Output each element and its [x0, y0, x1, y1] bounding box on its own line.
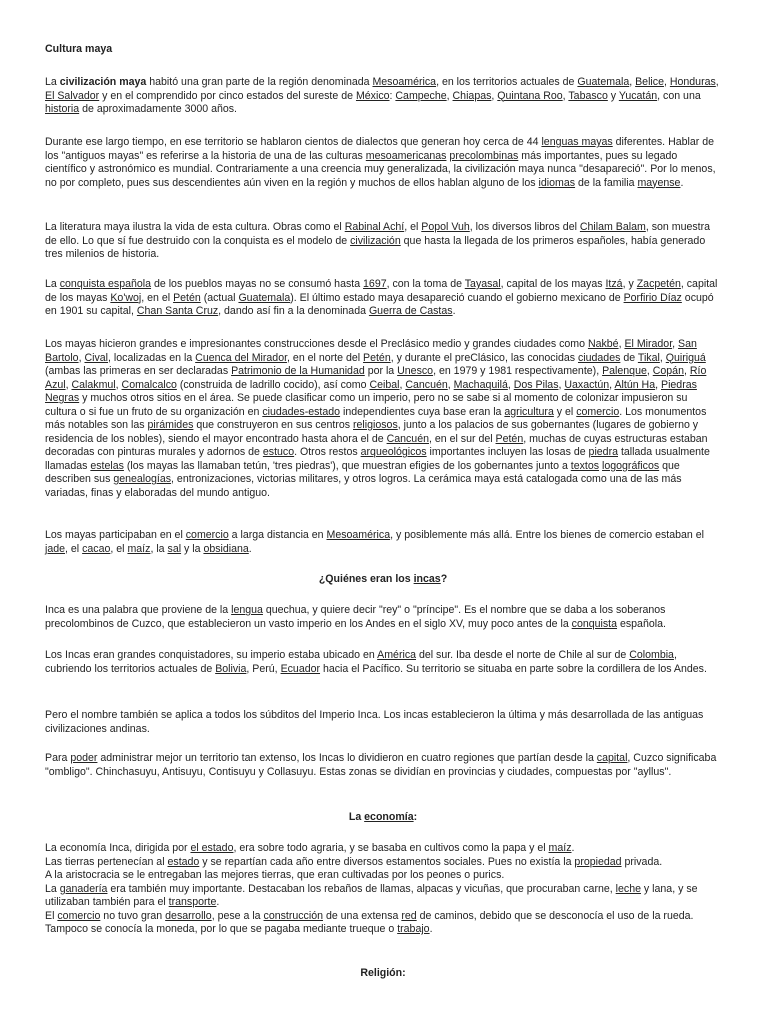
economia-line: El comercio no tuvo gran desarrollo, pese a la construcción de una extensa red de caminos, debido que se desconocía el uso de la rueda.	[45, 909, 694, 922]
link[interactable]: Palenque	[602, 365, 647, 377]
link[interactable]: Ceibal	[369, 378, 400, 391]
link[interactable]: Nakbé	[587, 338, 619, 350]
link[interactable]: ciudades	[577, 351, 621, 364]
economia-list	[45, 842, 721, 937]
section-heading-incas: ¿Quiénes eran los incas?	[318, 573, 448, 585]
economia-line: Las tierras pertenecían al estado y se repartían cada año entre diversos estamentos sociales. Pues no existía la propiedad privada.	[45, 855, 663, 868]
economia-line: A la aristocracia se le entregaban las mejores tierras, que eran cultivadas por los peones o purics.	[45, 869, 505, 881]
paragraph: Pero el nombre también se aplica a todos los súbditos del Imperio Inca. Los incas establecieron la última y más desarrollada de las antiguas civilizaciones andinas.	[45, 709, 704, 735]
paragraph: La literatura maya ilustra la vida de esta cultura. Obras como el Rabinal Achí, el Popol Vuh, los diversos libros del Chilam Balam, son muestra de ello. Lo que sí fue destruido con la conquista es el modelo de civilización que hasta la llegada de los primeros españoles, había generado tres milenios de historia.	[45, 221, 711, 260]
link[interactable]: Machaquilá	[453, 378, 508, 391]
link[interactable]: logográficos	[602, 459, 660, 472]
link[interactable]: El Salvador	[45, 89, 100, 102]
link[interactable]: Tayasal	[464, 278, 501, 290]
link[interactable]: 1697	[363, 278, 387, 290]
link[interactable]: propiedad	[574, 855, 622, 868]
link[interactable]: mayense	[637, 176, 681, 189]
link[interactable]: Mesoamérica	[372, 76, 437, 88]
link[interactable]: Calakmul	[71, 378, 116, 391]
link[interactable]: Patrimonio de la Humanidad	[231, 365, 365, 377]
link[interactable]: transporte	[168, 896, 217, 908]
link[interactable]: textos	[570, 459, 600, 472]
paragraph: La conquista española de los pueblos mayas no se consumó hasta 1697, con la toma de Tayasal, capital de los mayas Itzá, y Zacpetén, capital de los mayas Ko'woj, en el Petén (actual Guatemala). El último estado maya desapareció cuando el gobierno mexicano de Porfirio Díaz ocupó en 1901 su capital, Chan Santa Cruz, dando así fin a la denominada Guerra de Castas.	[45, 278, 718, 317]
link[interactable]: comercio	[57, 909, 101, 922]
link[interactable]: Copán	[652, 365, 684, 377]
link[interactable]: historia	[45, 103, 80, 115]
link[interactable]: economía	[364, 811, 414, 823]
link[interactable]: América	[377, 649, 417, 661]
link[interactable]: Piedras Negras	[45, 378, 697, 404]
link[interactable]: Popol Vuh	[421, 221, 470, 233]
section-heading-religion: Religión:	[360, 967, 406, 979]
economia-line: Tampoco se conocía la moneda, por lo que se pagaba mediante trueque o trabajo.	[45, 923, 433, 935]
link[interactable]: lenguas mayas	[541, 136, 613, 148]
link[interactable]: Bolivia	[215, 662, 247, 675]
economia-line: La ganadería era también muy importante. Destacaban los rebaños de llamas, alpacas y vicuñas, que procuraban carne, leche y lana, y se utilizaban también para el transporte.	[45, 882, 698, 908]
link[interactable]: Tikal	[637, 351, 660, 364]
link[interactable]: precolombinas	[449, 149, 519, 162]
link[interactable]: México	[355, 89, 390, 102]
link[interactable]: genealogías	[113, 473, 172, 485]
link[interactable]: el estado	[190, 842, 234, 854]
link[interactable]: Quiriguá	[665, 351, 706, 364]
link[interactable]: Yucatán	[618, 89, 658, 102]
paragraph: Los Incas eran grandes conquistadores, su imperio estaba ubicado en América del sur. Iba desde el norte de Chile al sur de Colombia, cubriendo los territorios actuales de Bolivia, Perú, Ecuador hacia el Pacífico. Su territorio se situaba en parte sobre la cordillera de los Andes.	[45, 649, 707, 675]
link[interactable]: religiosos	[353, 419, 398, 431]
document-title: Cultura maya	[45, 43, 113, 55]
link[interactable]: lengua	[231, 604, 263, 616]
link[interactable]: capital	[596, 752, 628, 764]
link[interactable]: jade	[45, 542, 66, 555]
link[interactable]: sal	[167, 542, 182, 555]
paragraph: Para poder administrar mejor un territorio tan extenso, los Incas lo dividieron en cuatro regiones que partían desde la capital, Cuzco significaba "ombligo". Chinchasuyu, Antisuyu, Contisuyu y Collasuyu. Estas zonas se dividían en provincias y ciudades, compuestas por "ayllus".	[45, 752, 717, 778]
link[interactable]: comercio	[185, 529, 229, 541]
link[interactable]: Petén	[173, 291, 201, 304]
link[interactable]: arqueológicos	[360, 446, 427, 458]
link[interactable]: Chiapas	[452, 89, 492, 102]
link[interactable]: trabajo	[397, 923, 430, 935]
link[interactable]: Ko'woj	[110, 291, 142, 304]
link[interactable]: Cival	[84, 351, 109, 364]
link[interactable]: Guatemala	[238, 291, 291, 304]
link[interactable]: agricultura	[504, 405, 554, 418]
link[interactable]: Zacpetén	[636, 278, 681, 290]
link[interactable]: estado	[167, 855, 200, 868]
link[interactable]: Guatemala	[577, 76, 630, 88]
link[interactable]: poder	[70, 752, 98, 764]
link[interactable]: Petén	[495, 432, 524, 445]
link[interactable]: maíz	[548, 842, 572, 854]
link[interactable]: San Bartolo	[45, 338, 697, 364]
link[interactable]: Guerra de Castas	[368, 305, 453, 317]
link[interactable]: Cancuén	[386, 432, 429, 445]
link[interactable]: Quintana Roo	[497, 89, 563, 102]
link[interactable]: conquista	[571, 617, 618, 630]
paragraph: Inca es una palabra que proviene de la lengua quechua, y quiere decir "rey" o "príncipe". Es el nombre que se daba a los soberanos precolombinos de Cuzco, que establecieron un vasto imperio en los Andes en el siglo XV, muy poco antes de la conquista española.	[45, 604, 666, 630]
section-heading-economia: La economía:	[348, 811, 418, 823]
link[interactable]: idiomas	[538, 176, 576, 189]
link[interactable]: Petén	[363, 351, 391, 364]
link[interactable]: piedra	[588, 446, 618, 458]
link[interactable]: Ecuador	[280, 662, 321, 675]
paragraph: Durante ese largo tiempo, en ese territorio se hablaron cientos de dialectos que generan hoy cerca de 44 lenguas mayas diferentes. Hablar de los "antiguos mayas" es referirse a la historia de una de las culturas mesoamericanas precolombinas más importantes, pues su legado científico y astronómico es mundial. Contrariamente a una creencia muy generalizada, la civilización maya nunca "desapareció". Por lo menos, no por completo, pues sus descendientes aún viven en la región y muchos de ellos hablan alguno de los idiomas de la familia mayense.	[45, 136, 716, 189]
link[interactable]: Cancuén	[405, 378, 448, 391]
link[interactable]: conquista española	[59, 278, 152, 290]
link[interactable]: pirámides	[147, 419, 194, 431]
paragraph: La civilización maya habitó una gran parte de la región denominada Mesoamérica, en los territorios actuales de Guatemala, Belice, Honduras, El Salvador y en el comprendido por cinco estados del sureste de México: Campeche, Chiapas, Quintana Roo, Tabasco y Yucatán, con una historia de aproximadamente 3000 años.	[45, 76, 719, 115]
link[interactable]: Comalcalco	[121, 378, 177, 391]
link[interactable]: Belice	[635, 76, 664, 88]
link[interactable]: Itzá	[605, 278, 623, 290]
link[interactable]: Colombia	[629, 649, 674, 661]
link[interactable]: Dos Pilas	[513, 378, 559, 391]
link[interactable]: civilización	[350, 234, 401, 247]
link[interactable]: red	[401, 909, 417, 922]
link[interactable]: Honduras	[669, 76, 716, 88]
link[interactable]: desarrollo	[165, 909, 212, 922]
link[interactable]: comercio	[576, 405, 620, 418]
paragraph: Los mayas hicieron grandes e impresionantes construcciones desde el Preclásico medio y grandes ciudades como Nakbé, El Mirador, San Bartolo, Cival, localizadas en la Cuenca del Mirador, en el norte del Petén, y durante el preClásico, las conocidas ciudades de Tikal, Quiriguá (ambas las primeras en ser declaradas Patrimonio de la Humanidad por la Unesco, en 1979 y 1981 respectivamente), Palenque, Copán, Río Azul, Calakmul, Comalcalco (construida de ladrillo cocido), así como Ceibal, Cancuén, Machaquilá, Dos Pilas, Uaxactún, Altún Ha, Piedras Negras y muchos otros sitios en el área. Se puede clasificar como un imperio, pero no se sabe si al momento de colonizar impusieron su cultura o si fue un fruto de su organización en ciudades-estado independientes cuya base eran la agricultura y el comercio. Los monumentos más notables son las pirámides que construyeron en sus centros religiosos, junto a los palacios de sus gobernantes (lugares de gobierno y residencia de los nobles), siendo el mayor encontrado hasta ahora el de Cancuén, en el sur del Petén, muchas de cuyas estructuras estaban decoradas con pinturas murales y adornos de estuco. Otros restos arqueológicos importantes incluyen las losas de piedra tallada usualmente llamadas estelas (los mayas las llamaban tetún, 'tres piedras'), que muestran efigies de los gobernantes junto a textos logográficos que describen sus genealogías, entronizaciones, victorias militares, y otros logros. La cerámica maya está catalogada como una de las más variadas, finas y elaboradas del mundo antiguo.	[45, 338, 710, 499]
link[interactable]: Campeche	[395, 89, 447, 102]
link[interactable]: estelas	[90, 459, 124, 472]
link[interactable]: leche	[615, 882, 641, 895]
link[interactable]: mesoamericanas	[365, 149, 447, 162]
link[interactable]: Altún Ha	[614, 378, 656, 391]
link[interactable]: Chan Santa Cruz	[136, 305, 219, 317]
link[interactable]: Chilam Balam	[579, 221, 646, 233]
link[interactable]: Rabinal Achí	[344, 221, 405, 233]
link[interactable]: cacao	[82, 542, 111, 555]
link[interactable]: construcción	[263, 909, 323, 922]
link[interactable]: ganadería	[59, 882, 108, 895]
link[interactable]: incas	[413, 573, 441, 585]
link[interactable]: Tabasco	[568, 89, 608, 102]
link[interactable]: Mesoamérica	[326, 529, 391, 541]
link[interactable]: Unesco	[397, 365, 434, 377]
link[interactable]: Cuenca del Mirador	[195, 351, 288, 364]
link[interactable]: obsidiana	[203, 542, 249, 555]
link[interactable]: Río Azul	[45, 365, 707, 391]
paragraph: Los mayas participaban en el comercio a larga distancia en Mesoamérica, y posiblemente más allá. Entre los bienes de comercio estaban el jade, el cacao, el maíz, la sal y la obsidiana.	[45, 529, 704, 555]
link[interactable]: maíz	[127, 542, 151, 555]
economia-line: La economía Inca, dirigida por el estado, era sobre todo agraria, y se basaba en cultivos como la papa y el maíz.	[45, 842, 575, 854]
link[interactable]: ciudades-estado	[262, 405, 341, 418]
link[interactable]: Uaxactún	[564, 378, 610, 391]
link[interactable]: El Mirador	[624, 338, 673, 350]
link[interactable]: Porfirio Díaz	[623, 291, 682, 304]
link[interactable]: estuco	[262, 446, 295, 458]
